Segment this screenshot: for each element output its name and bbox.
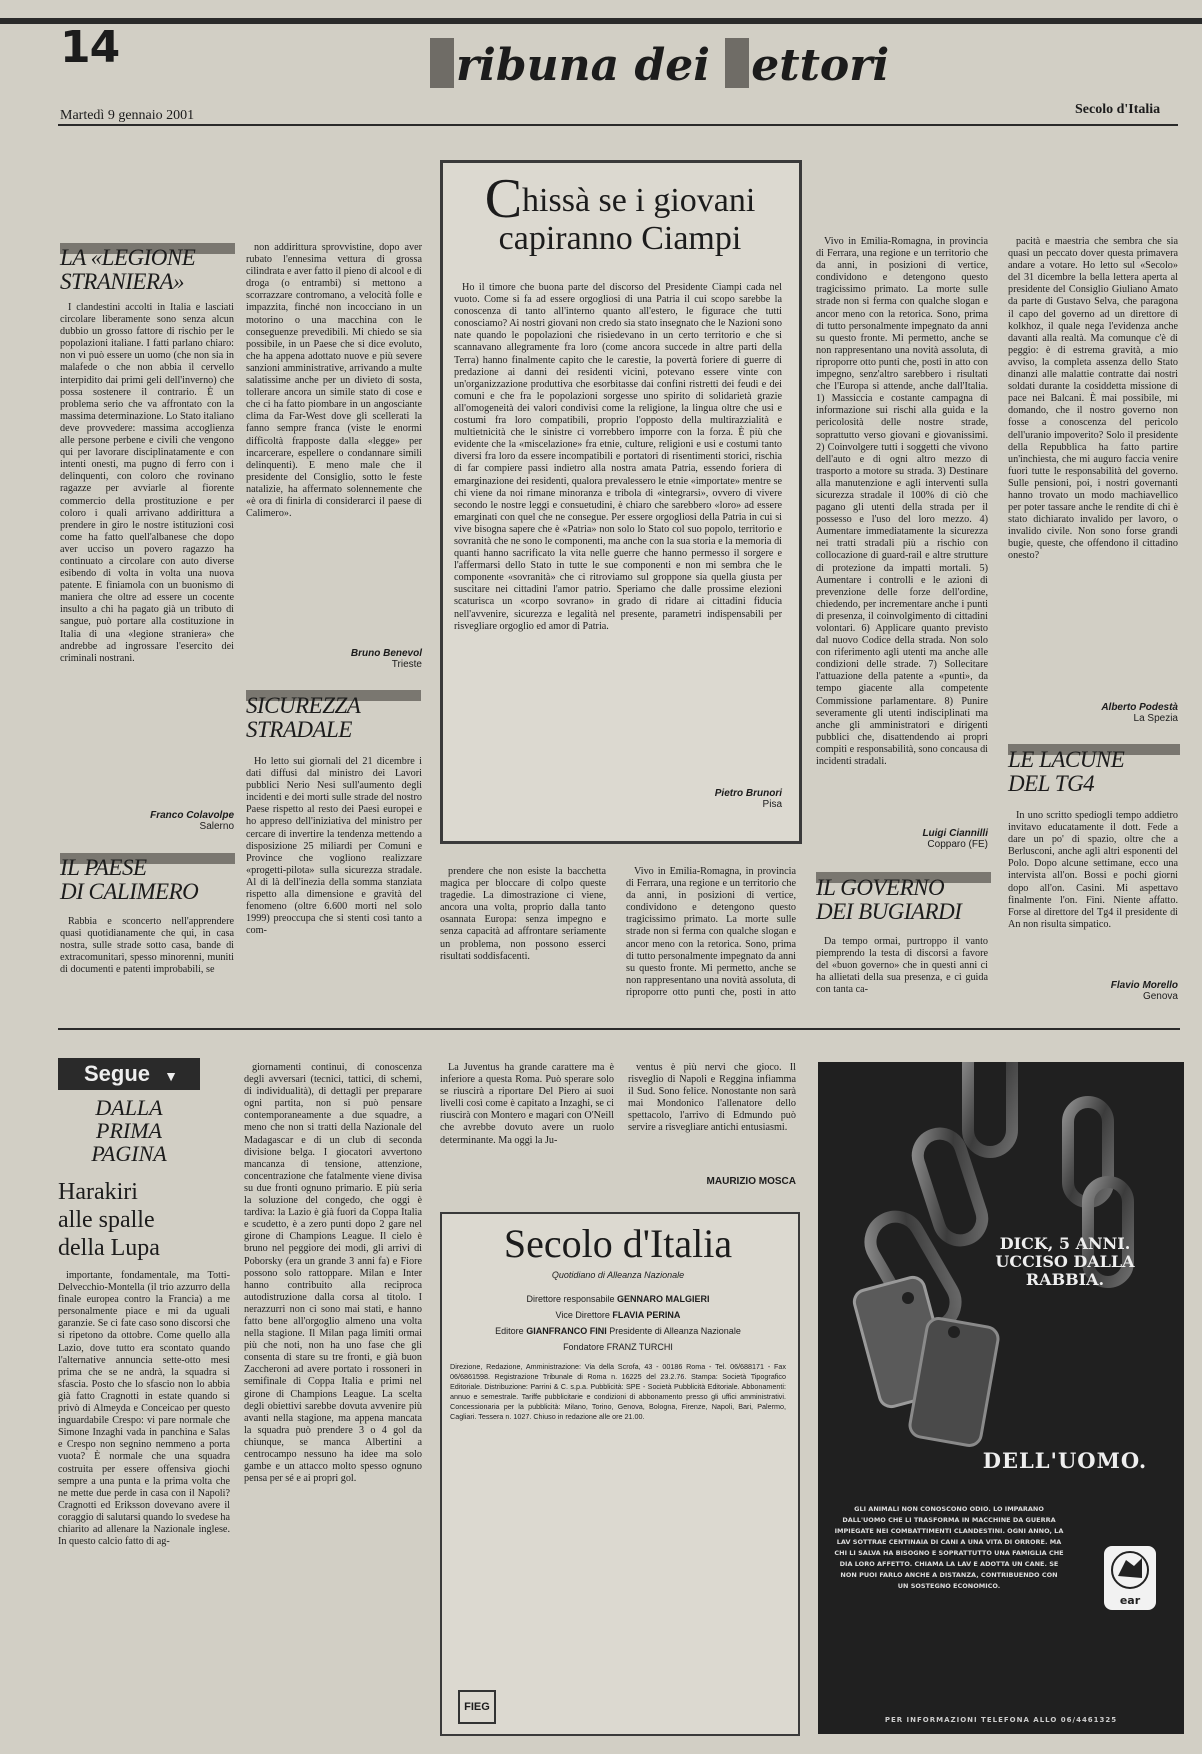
bugiardi-body: Da tempo ormai, purtroppo il vanto piemprendo la testa di discorsi a favore del «buon governo» che in questi anni ci ha allietati della sua presenza, e ci guida con tanta ca-: [816, 936, 988, 996]
colophon-vice-director: Vice Direttore FLAVIA PERINA: [555, 1310, 681, 1320]
legione-heading: LA «LEGIONE STRANIERA»: [60, 245, 196, 294]
section-masthead: ribuna dei ettori: [430, 38, 889, 91]
segue-col-2: giornamenti continui, di conoscenza degli avversari (tecnici, tattici, di schemi, di individualità), di dettagli per preparare ogni partita, non si può pensare contemporaneamente a due squadre, a meno che non si tratti della Nazionale del Madagascar e di un club di seconda divisione belga. I giocatori avvertono mancanza di tensione, attenzione, concentrazione che fatalmente viene divisa su due fronti ognuno primario. E più seria la soluzione del congedo, che oggi è tardiva: la Lazio è già fuori da Coppa Italia e scudetto, è a zero punti dopo 2 gare nel girone di Champions League. Il cielo è bruno nel peggiore dei modi, gli arrivi di Poborsky (era un grande 3 anni fa) e Fiore possono solo rattoppare. Milan e Inter hanno contribuito alla reciproca autodistruzione dalla corsa al titolo. I nerazzurri non ci sono mai stati, e hanno fatto bene all'orgoglio almeno una volta nella stagione. Il Milan paga limiti ormai più che noti, non ha uno fase che gli consenta di stare su tre fronti, e già buon Zaccheroni ad avere portato i rossoneri in semifinale di Coppa Italia e primi nel girone di Champions League. La scelta degli obiettivi sarebbe dovuta avvenire più avanti nella stagione, ma appena mancata la squadra può prendere 3 o 4 gol da chiunque, se manca Albertini a centrocampo nessuno ha idee ma solo gambe e un attacco molto spesso ognuno pensa per sé e ai propri gol.: [244, 1062, 422, 1485]
colophon-editor: Editore GIANFRANCO FINI Presidente di Alleanza Nazionale: [495, 1326, 741, 1336]
paper-name: Secolo d'Italia: [1075, 102, 1161, 117]
podesta-body: pacità e maestria che sembra che sia quasi un peccato dover questa primavera andare a votare. Ho letto sul «Secolo» del 31 dicembre la bella lettera aperta al presidente del Consiglio Giuliano Amato da parte di Gustavo Selva, che paragona il capo del governo ad un direttore di kolkhoz, il quale nega l'evidenza anche davanti alla realtà. Ma comunque c'è di peggio: è di estrema gravità, a mio avviso, la completa assenza dello Stato dinanzi alle malattie contratte dai nostri soldati durante la cosiddetta missione di pace nei Balcani. È mai possibile, mi domando, che il nostro governo non fosse a conoscenza del pericolo dell'uranio impoverito? Solo il presidente della Repubblica ha fatto partire un'inchiesta, che mi auguro faccia venire fuori tutte le responsabilità del governo. Sulle pensioni, poi, i nostri governanti hanno trovato un modo machiavellico per poter tassare anche le rendite di chi è stato dichiarato invalido per lavoro, o invalido civile. Non sono forse grandi bugie, queste, che offendono il cittadino onesto?: [1008, 236, 1178, 562]
masthead-block-l: [725, 38, 749, 88]
top-rule: [0, 18, 1202, 24]
feature-body: Ho il timore che buona parte del discorso del Presidente Ciampi cada nel vuoto. Come si fa ad essere orgogliosi di una Patria il cui scopo sarebbe la conoscenza di tanto all'interno quanto all'estero, le figurace che tutti conosciamo? Ai nostri giovani non credo sia stato insegnato che le Nazioni sono nate quando le popolazioni che risiedevano in un certo territorio e che si scannavano allegramente fra loro (come ancora succede in altre parti della Terra) hanno finalmente capito che le carestie, la povertà foriere di guerre di predazione ai danni dei residenti vicini, potevano essere vinte con un'organizzazione produttiva che esorbitasse dai confini ristretti dei feudi e dei comuni e che fra le popolazioni sorgesse uno spirito di solidarietà grazie all'omogeneità dei valori condivisi come la religione, la lingua oltre che usi e costumi fra loro compatibili, proprio l'opposto della multirazzialità e multietnicità che le sinistre ci vorrebbero imporre con la forza. È più che evidente che la «miscelazione» fra etnie, culture, religioni e usi e costumi tanto diversi fra loro da essere incompatibili e portatori di risentimenti storici, rischia di far compiere passi indietro alla nostra amata Patria, essendo foriera di emarginazione dei residenti, qualora prevalessero le etnie «importate» mentre se chi viene da noi rimane minoranza e tribola di «integrarsi», ovvero di vivere secondo le nostre leggi e consuetudini, è chiaro che sarebbero «loro» ad essere emarginati con quel che ne consegue. Per essere orgogliosi della Patria in cui si vive bisogna sapere che è «Patria» non solo lo Stato col suo popolo, territorio e sovranità che ne sono le componenti, ma anche con la sua storia e la memoria di quanti hanno sacrificato la vita nelle guerre che hanno permesso il sorgere e l'affermarsi dello Stato in tutte le sue componenti e non mi sembra che le componente «sovranità» che ci ritroviamo sul groppone sia quella giusta per suscitare nei cittadini l'amor patrio. Speriamo che dalle prossime elezioni scaturisca un «corpo sovrano» in grado di ridare ai cittadini fiducia nell'avvenire, sicurezza e legalità nel presente, parametri indispensabili per risvegliare orgoglio ed amor di Patria.: [454, 282, 782, 632]
sicurezza-signature: Luigi Ciannilli Copparo (FE): [922, 828, 988, 850]
bugiardi-heading: IL GOVERNO DEI BUGIARDI: [816, 875, 962, 924]
segue-col-4: ventus è più nervi che gioco. Il risveglio di Napoli e Reggina infiamma il Sud. Sono felice. Nonostante non sarà mai Mondonico l'allenatore dello spettacolo, l'arrivo di Edmundo può servire a risvegliare antichi entusiasmi.: [628, 1062, 796, 1134]
feature-signature: Pietro Brunori Pisa: [714, 788, 782, 810]
colophon-title: Secolo d'Italia: [503, 1221, 733, 1266]
sicurezza-body: Ho letto sui giornali del 21 dicembre i dati diffusi dal ministro dei Lavori pubblici Nerio Nesi sull'aumento degli incidenti e dei morti sulle strade del nostro Paese rispetto al resto dei Paesi europei e ho appreso dell'iniziativa del ministro per cercare di invertire la tendenza mettendo a disposizione 25 miliardi per Comuni e Province che vogliono realizzare «progetti-pilota» sulla sicurezza stradale. Al di là dell'inezia della somma stanziata rispetto alla dimensione e gravità del fenomeno (oltre 6.600 morti nel solo 1999) preoccupa che si stenti così tanto a com-: [246, 756, 422, 937]
sicurezza-heading: SICUREZZA STRADALE: [246, 693, 361, 742]
colophon-details: Direzione, Redazione, Amministrazione: Via della Scrofa, 43 - 00186 Roma - Tel. 06/688171 - Fax 06/6861598. Registrazione Tribunale di Roma n. 16225 del 23.2.76. Stampa: Società Tipografico Editoriale. Distribuzione: Parrini & C. s.p.a. Pubblicità: SPE - Società Pubblicità Editoriale. Abbonamenti: annuo e semestrale. Tariffe pubblicitarie e condizioni di abbonamento presso gli uffici amministrativi. Concessionaria per la pubblicità: Milano, Torino, Genova, Bologna, Firenze, Napoli, Bari, Palermo, Cagliari. Tessera n. 1027. Chiuso in redazione alle ore 21.00.: [450, 1362, 786, 1421]
arrow-down-icon: ▼: [164, 1068, 179, 1084]
segue-subtitle: DALLA PRIMA PAGINA: [91, 1095, 167, 1166]
lav-advertisement: [818, 1062, 1184, 1734]
tg4-heading: LE LACUNE DEL TG4: [1008, 747, 1125, 796]
ad-footer: PER INFORMAZIONI TELEFONA ALLO 06/4461325: [884, 1716, 1118, 1724]
ad-headline: DICK, 5 ANNI. UCCISO DALLA RABBIA.: [995, 1234, 1135, 1289]
masthead-block-t: [430, 38, 454, 88]
sicurezza-body-continued-2b: Vivo in Emilia-Romagna, in provincia di Ferrara, una regione e un territorio che da anni, in posizioni di vertice, condividono e detengono questo tragicissimo primato. La morte sulle strade non si ferma con qualche slogan e ancor meno con la retorica. Sono, prima di tutto personalmente impegnato da anni su questo fronte. Mi permetto, anche se non rappresentano una novità assoluta, di riproporre otto punti che, posti in atto con impegno, senz'altro sarebbero i risultati che l'Europa si attende, anche dall'Italia. 1) Massiccia e costante campagna di informazione sui rischi alla guida e la pericolosità delle nostre strade, soprattutto verso giovani e giovanissimi. 2) Coinvolgere tutti i soggetti che vivono dell'auto e di ogni altro mezzo di trasporto a motore su strada. 3) Destinare alla manutenzione e agli interventi sulla sicurezza stradale il 100% di ciò che pagano gli utenti della strada per il possesso e l'uso del loro mezzo. 4) Aumentare immediatamente la sicurezza nei tratti stradali più a rischio con collocazione di guard-rail e altre strutture di protezione da impatti mortali. 5) Aumentare i controlli e le azioni di prevenzione delle forze dell'ordine, chiedendo, per incrementare anche i punti di presenza, il coinvolgimento di cittadini volontari. 6) Applicare quanto previsto dal nuovo Codice della strada. Non solo con riferimento agli utenti ma anche alle condizioni delle strade. 7) Sollecitare l'attuazione della patente a «punti», da tempo giacente alla competente Commissione parlamentare. 8) Punire severamente gli utenti indisciplinati ma anche gli amministratori e dirigenti pubblici che, disattendendo ai propri compiti e responsabilità, sono concausa di incidenti stradali.: [816, 236, 988, 768]
colophon-subtitle: Quotidiano di Alleanza Nazionale: [551, 1270, 685, 1280]
tg4-signature: Flavio Morello Genova: [1110, 980, 1178, 1002]
issue-date: Martedì 9 gennaio 2001: [60, 108, 195, 123]
calimero-body-continued: non addirittura sprovvistine, dopo aver rubato l'ennesima vettura di grossa cilindrata e aver fatto il pieno di alcool e di droga (o entrambi) si mettono a scorrazzare contromano, a velocità folle e impazzita, finché non incocciano in un motorino o una macchina con le conseguenze prevedibili. Mi chiedo se sia possibile, in un Paese che si dice evoluto, che ha appena adottato nuove e più severe sanzioni amministrative, arrivando a multe salatissime anche per un divieto di sosta, tollerare ancora un simile stato di cose e che ci ha fatto piombare in un angosciante clima da Far-West dove gli scellerati la fanno sempre franca (viste le enormi difficoltà frapposte dalla «legge» per incarcerare, espellere o condannare simili delinquenti). E meno male che il presidente del Consiglio, sotto le feste natalizie, ha affermato solennemente che «è ora di finirla di considerarci il paese di Calimero».: [246, 242, 422, 520]
chain-dogtag-illustration: [818, 1062, 1184, 1734]
lav-logo-text: ear: [1119, 1594, 1141, 1607]
calimero-heading: IL PAESE DI CALIMERO: [60, 855, 199, 904]
legione-signature: Franco Colavolpe Salerno: [150, 810, 234, 832]
segue-col-1: importante, fondamentale, ma Totti-Delvecchio-Montella (il trio azzurro della finale europea contro la Francia) a me personalmente piace e mi da uguali garanzie. Se ci fate caso sono discorsi che si ripetono da ottobre. Come quello alla Lazio, dove tutto era scontato quando l'alternative annuncia sette-otto mesi prima che se ne andrà, la squadra si sfascia. Posto che lo sfascio non lo abbia già fatto Cragnotti in estate quando si privò di Almeyda e Conceicao per questo inguardabile Crespo: vi pare normale che Simone Inzaghi vada in panchina e Salas e Crespo non segnino nemmeno a porta vuota? È normale che una squadra costruita per essere offensiva giochi sempre a una punta e la prima volta che ne mette due perde in casa con il Napoli? Cragnotti ed Eriksson dovevano avere il coraggio di salutarsi quando lo svedese ha chiarito ad allenare la Nazionale inglese. In questo calcio fatto di ag-: [58, 1270, 230, 1548]
calimero-body: Rabbia e sconcerto nell'apprendere quasi quotidianamente che qui, in casa nostra, sulle strade sotto casa, bande di extracomunitari, spesso minorenni, muniti di documenti e patenti improbabili, se: [60, 916, 234, 976]
tg4-body: In uno scritto spediogli tempo addietro invitavo educatamente il dott. Fede a dare un po' di spazio, oltre che a Berlusconi, anche agli altri esponenti del Polo. Dopo alcune settimane, ecco una intervista all'on. Bossi e pochi giorni dopo all'on. Casini. Mi aspettavo finalmente l'on. Fini. Niente affatto. Forse al direttore del Tg4 il presidente di An non risulta simpatico.: [1008, 810, 1178, 930]
lav-logo: [1104, 1546, 1156, 1610]
podesta-signature: Alberto Podestà La Spezia: [1101, 702, 1178, 724]
header-rule: [58, 124, 1178, 126]
page-number: 14: [60, 22, 120, 73]
ad-tagline: DELL'UOMO.: [982, 1448, 1148, 1473]
colophon-founder: Fondatore FRANZ TURCHI: [563, 1342, 673, 1352]
section-divider: [58, 1028, 1180, 1030]
calimero-signature: Bruno Benevol Trieste: [350, 648, 422, 670]
segue-col-3: La Juventus ha grande carattere ma è inferiore a questa Roma. Può sperare solo se riuscirà a riportare Del Piero ai suoi livelli così come è capitato a Inzaghi, se ci riuscirà con Montero e magari con O'Neill che avrebbe dovuto avere un ruolo determinante. Ma oggi la Ju-: [440, 1062, 614, 1146]
segue-label: Segue ▼: [58, 1058, 200, 1090]
feature-title: Chissà se i giovani capiranno Ciampi: [484, 168, 756, 257]
segue-article-title: Harakiri alle spalle della Lupa: [58, 1179, 160, 1261]
ad-body: GLI ANIMALI NON CONOSCONO ODIO. LO IMPARANO DALL'UOMO CHE LI TRASFORMA IN MACCHINE DA GUERRA IMPIEGATE NEI COMBATTIMENTI CLANDESTINI. OGNI ANNO, LA LAV SOTTRAE CENTINAIA DI CANI A UNA VITA DI ORRORE. MA CHI LI SALVA HA BISOGNO E SOPRATTUTTO UNA FAMIGLIA CHE DIA LORO AFFETTO. CHIAMA LA LAV E ADOTTA UN CANE. SE NON PUOI FARLO ANCHE A DISTANZA, CONTRIBUENDO CON UN SOSTEGNO ECONOMICO.: [834, 1505, 1064, 1590]
sicurezza-body-continued-2a: Vivo in Emilia-Romagna, in provincia di Ferrara, una regione e un territorio che da anni, in posizioni di vertice, condividono e detengono questo tragicissimo primato. La morte sulle strade non si ferma con qualche slogan e ancor meno con la retorica. Sono, prima di tutto personalmente impegnato da anni su questo fronte. Mi permetto, anche se non rappresentano una novità assoluta, di riproporre otto punti che, posti in atto: [626, 866, 796, 998]
sicurezza-body-continued: prendere che non esiste la bacchetta magica per bloccare di colpo queste tragedie. La dimostrazione ci viene, ancora una volta, proprio dalla tanto osannata Europa: senza impegno e senza capacità ad affrontare seriamente un problema, non possono esserci risultati soddisfacenti.: [440, 866, 606, 962]
colophon-director: Direttore responsabile GENNARO MALGIERI: [526, 1294, 710, 1304]
fieg-logo: FIEG: [458, 1690, 496, 1724]
segue-signature: MAURIZIO MOSCA: [706, 1176, 796, 1187]
legione-body: I clandestini accolti in Italia e lasciati circolare liberamente sono senza alcun dubbio un grosso fattore di rischio per le popolazioni italiane. I fatti parlano chiaro: non vi può essere un uomo (che non sia in malafede o che non abbia il cervello interpidito dai primi geli dell'inverno) che possa sostenere il contrario. È un problema serio che va affrontato con la massima determinazione. Lo Stato italiano deve provvedere: massima accoglienza alle persone perbene e civili che vengono qui per lavorare disciplinatamente e con intenti onesti, ma pugno di ferro con i delinquenti, con coloro che rovinano ragazze per avviarle al fiorente commercio della prostituzione e per coloro i quali arrivano addirittura a prendere in giro le nostre istituzioni così come ha fatto quell'albanese che dopo aver ucciso un povero ragazzo ha continuato a circolare con auto diverse esibendo di volta in volta una nuova patente. E finiamola con un buonismo di maniera che oltre ad essere un cocente insulto a chi ha pagato già un tributo di sangue, può portare alla costituzione in Italia di una «legione straniera» che andrebbe ad ingrossare l'esercito dei criminali nostrani.: [60, 302, 234, 664]
lav-dog-icon: [1104, 1546, 1156, 1610]
